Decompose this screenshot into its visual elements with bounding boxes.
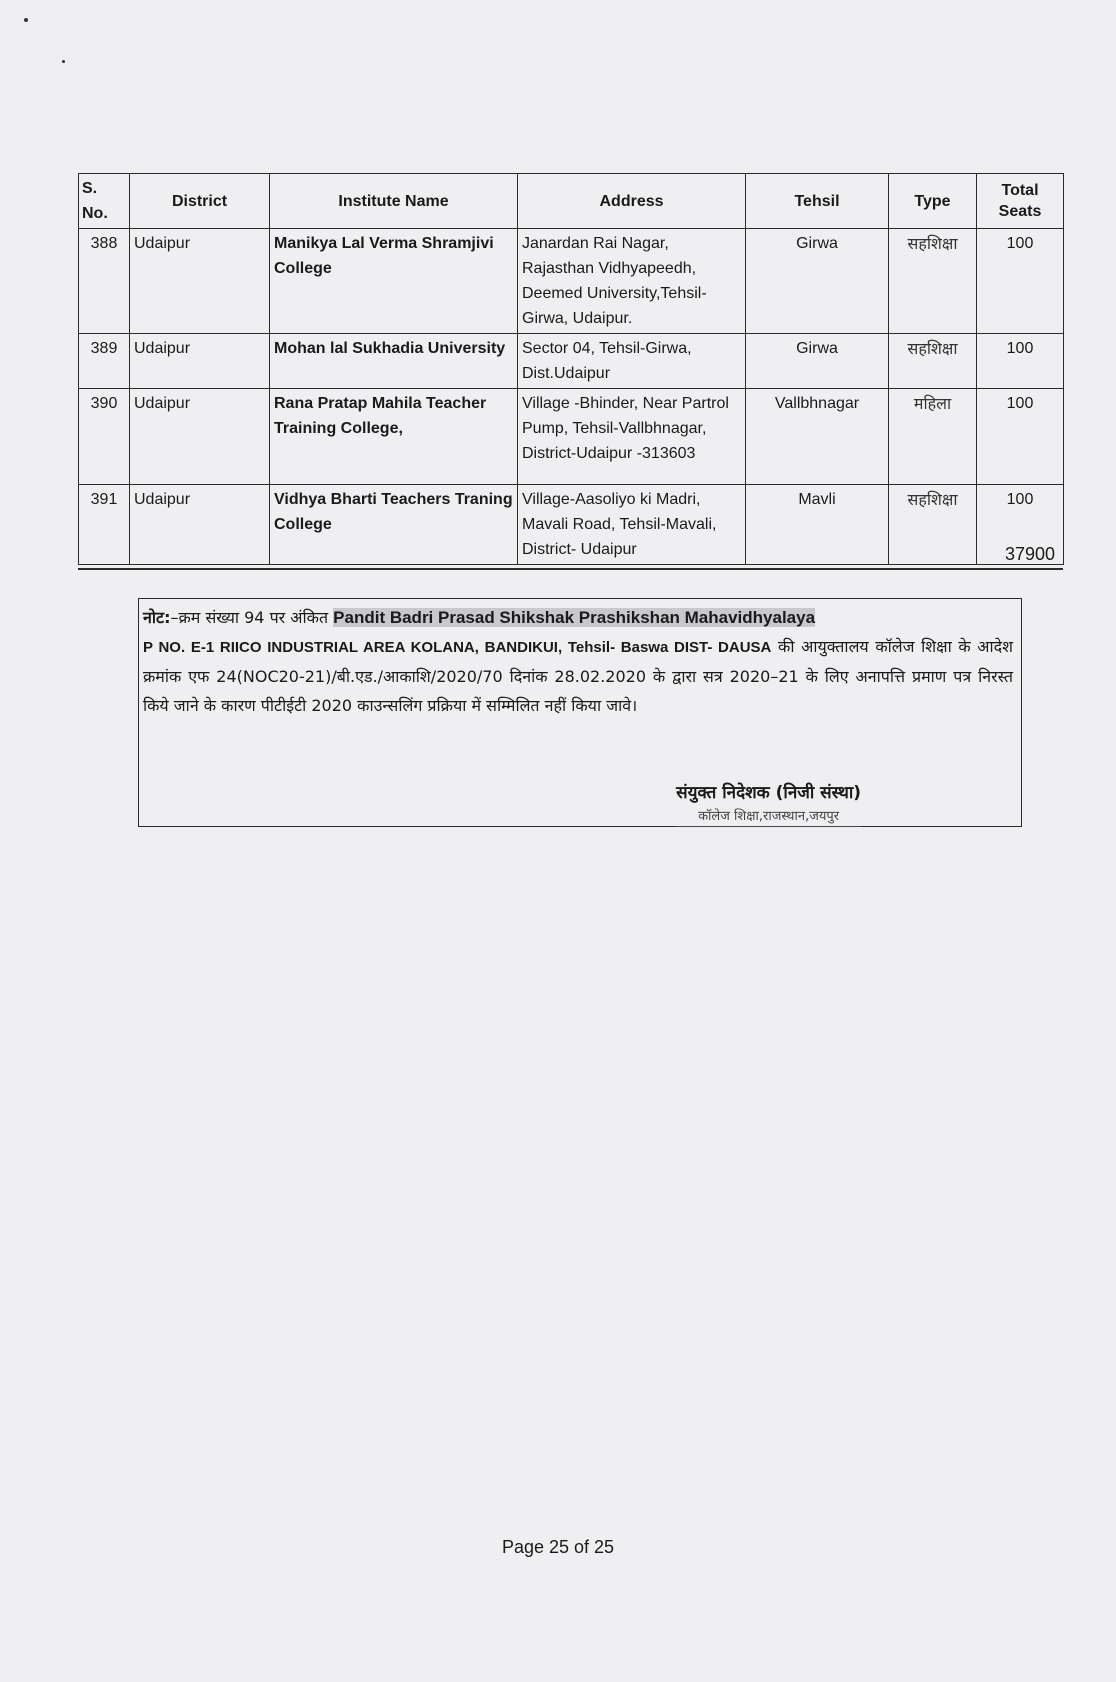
note-text-part2: की आयुक्तालय कॉलेज शिक्षा के आदेश क्रमांक एफ 24(NOC20-21)/बी.एड./आकाशि/2020/70 दिनांक 28.02.2020 के द्वारा सत्र 2020–21 के लिए अनापत्ति प्रमाण पत्र निरस्त किये जाने के कारण पीटीईटी 2020 काउन्सलिंग प्रक्रिया में सम्मिलित नहीं किया जावे। [143, 637, 1014, 715]
table-row [79, 229, 1064, 334]
total-seats-value: 37900 [1004, 544, 1055, 564]
cell-institute: Manikya Lal Verma Shramjivi College [270, 229, 518, 334]
cell-seats: 100 [977, 334, 1064, 389]
scan-speck [24, 18, 28, 22]
cell-address: Janardan Rai Nagar, Rajasthan Vidhyapeedh, Deemed University,Tehsil-Girwa, Udaipur. [518, 229, 746, 334]
total-divider [78, 568, 1063, 570]
note-college-address: P NO. E-1 RIICO INDUSTRIAL AREA KOLANA, BANDIKUI, Tehsil- Baswa DIST- DAUSA [143, 639, 772, 656]
cell-type: सहशिक्षा [889, 485, 977, 565]
cell-tehsil: Mavli [746, 485, 889, 565]
cell-institute: Mohan lal Sukhadia University [270, 334, 518, 389]
cell-address: Village -Bhinder, Near Partrol Pump, Tehsil-Vallbhnagar, District-Udaipur -313603 [518, 389, 746, 485]
cell-type: सहशिक्षा [889, 229, 977, 334]
cell-address: Sector 04, Tehsil-Girwa, Dist.Udaipur [518, 334, 746, 389]
cell-seats: 100 [977, 229, 1064, 334]
cell-type: महिला [889, 389, 977, 485]
cell-sno: 389 [79, 334, 130, 389]
table-row [79, 485, 1064, 565]
cell-district: Udaipur [130, 389, 270, 485]
cell-tehsil: Girwa [746, 334, 889, 389]
header-address: Address [518, 174, 746, 229]
cell-district: Udaipur [130, 334, 270, 389]
scan-speck [62, 60, 65, 63]
institutes-table [78, 173, 1064, 565]
cell-district: Udaipur [130, 485, 270, 565]
header-sno: S. No. [79, 174, 130, 229]
note-label: नोट: [143, 608, 171, 627]
signature-subtitle: कॉलेज शिक्षा,राजस्थान,जयपुर [676, 808, 861, 827]
cell-address: Village-Aasoliyo ki Madri, Mavali Road, Tehsil-Mavali, District- Udaipur [518, 485, 746, 565]
cell-seats: 100 [977, 485, 1064, 565]
note-college-name: Pandit Badri Prasad Shikshak Prashikshan Mahavidhyalaya [333, 608, 816, 627]
note-text-part1: –क्रम संख्या 94 पर अंकित [170, 608, 334, 627]
cell-sno: 388 [79, 229, 130, 334]
cell-institute: Rana Pratap Mahila Teacher Training College, [270, 389, 518, 485]
table-row [79, 334, 1064, 389]
note-box [138, 598, 1022, 827]
cell-institute: Vidhya Bharti Teachers Traning College [270, 485, 518, 565]
header-institute: Institute Name [270, 174, 518, 229]
signature-title: संयुक्त निदेशक (निजी संस्था) [676, 783, 861, 803]
cell-type: सहशिक्षा [889, 334, 977, 389]
header-tehsil: Tehsil [746, 174, 889, 229]
signature-block [676, 779, 861, 827]
header-type: Type [889, 174, 977, 229]
note-text [143, 603, 1013, 720]
cell-tehsil: Vallbhnagar [746, 389, 889, 485]
cell-district: Udaipur [130, 229, 270, 334]
cell-sno: 390 [79, 389, 130, 485]
header-district: District [130, 174, 270, 229]
header-total-seats: Total Seats [977, 174, 1064, 229]
cell-seats: 100 [977, 389, 1064, 485]
table-row [79, 389, 1064, 485]
page-number: Page 25 of 25 [501, 1537, 615, 1557]
cell-tehsil: Girwa [746, 229, 889, 334]
cell-sno: 391 [79, 485, 130, 565]
table-header-row [79, 174, 1064, 229]
